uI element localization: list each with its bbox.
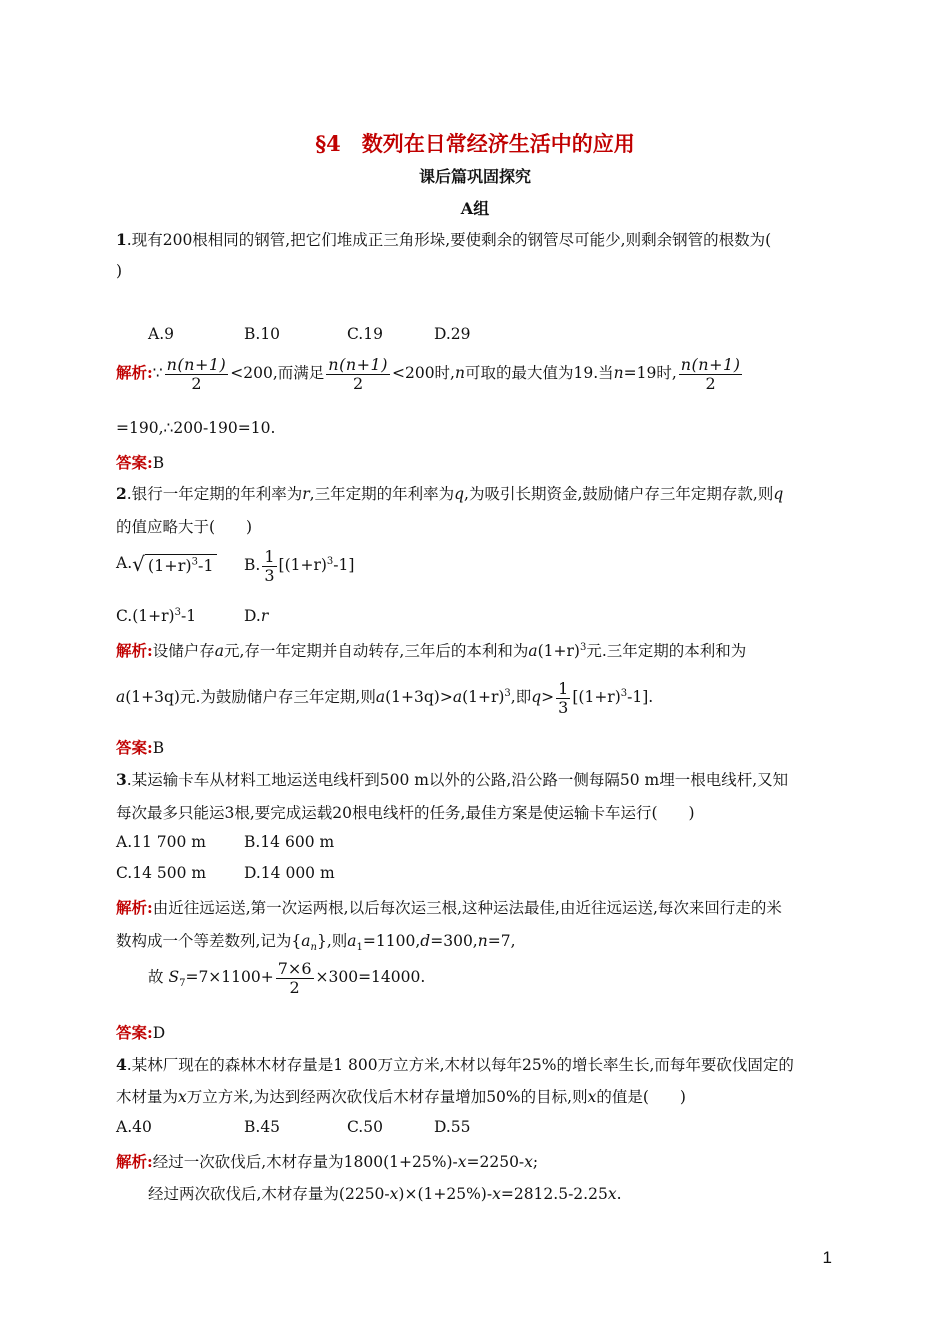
- question-text: .某运输卡车从材料工地运送电线杆到500 m以外的公路,沿公路一侧每隔50 m埋一根电线杆,又知: [126, 771, 789, 789]
- option-a: A.9: [148, 325, 174, 343]
- question-4-line-1: [116, 1053, 794, 1075]
- question-number: 4: [116, 1055, 127, 1074]
- fraction-denominator: 3: [558, 697, 569, 717]
- option-a: A.40: [116, 1118, 152, 1136]
- solution-text: <200,而满足: [230, 364, 325, 383]
- solution-text: =2250-: [466, 1153, 525, 1171]
- fraction-denominator: 3: [264, 565, 275, 585]
- option-b: B.45: [244, 1118, 281, 1136]
- option-c: C.50: [347, 1118, 383, 1136]
- exponent: 3: [326, 555, 334, 567]
- variable-x: x: [492, 1185, 501, 1203]
- solution-label: 解析:: [116, 641, 153, 660]
- fraction-denominator: 2: [191, 373, 202, 393]
- question-1-line-2: ): [116, 262, 123, 280]
- solution-4-line-2: [148, 1182, 622, 1204]
- variable-x: x: [389, 1185, 399, 1203]
- solution-text: =1100,: [362, 932, 421, 950]
- solution-3-line-1: [116, 896, 782, 918]
- variable-x: x: [178, 1088, 187, 1106]
- answer-value: B: [152, 454, 165, 472]
- exponent: 3: [174, 606, 181, 618]
- option-c: C.14 500 m: [116, 864, 207, 882]
- question-text: 的值是( ): [596, 1088, 686, 1106]
- answer-value: D: [152, 1024, 166, 1042]
- variable-a: a: [214, 642, 224, 660]
- because-symbol: ∵: [152, 364, 163, 383]
- question-1-line-1: [116, 228, 771, 250]
- fraction-numerator: n(n+1): [166, 355, 227, 374]
- solution-text: =7,: [487, 932, 516, 950]
- solution-text: 由近往远运送,第一次运两根,以后每次运三根,这种运法最佳,由近往远运送,每次来回行走的米: [152, 899, 782, 917]
- question-number: 1: [116, 230, 127, 249]
- solution-text: >: [541, 688, 555, 707]
- question-3-line-2: 每次最多只能运3根,要完成运载20根电线杆的任务,最佳方案是使运输卡车运行( ): [116, 804, 695, 822]
- question-4-line-2: [116, 1085, 686, 1107]
- solution-text: ×300=14000.: [315, 968, 426, 987]
- solution-1-line-2: =190,∴200-190=10.: [116, 419, 276, 437]
- fraction-numerator: n(n+1): [328, 355, 388, 374]
- page-title: §4 数列在日常经济生活中的应用: [315, 131, 635, 156]
- answer-label: 答案:: [116, 1023, 153, 1042]
- group-heading: A组: [460, 199, 490, 218]
- solution-2-line-2: [116, 680, 653, 716]
- solution-text: (1+r): [537, 642, 580, 660]
- solution-1-line-1: [116, 356, 744, 392]
- variable-a: a: [116, 688, 126, 707]
- fraction-numerator: n(n+1): [680, 355, 741, 374]
- solution-text: 故: [148, 968, 164, 987]
- solution-label: 解析:: [116, 363, 153, 383]
- option-d: [244, 607, 268, 625]
- fraction-denominator: 2: [705, 373, 716, 393]
- fraction: [679, 356, 743, 392]
- subscript-7: 7: [179, 978, 186, 990]
- variable-d: d: [420, 932, 431, 950]
- solution-text: 数构成一个等差数列,记为{: [116, 932, 302, 950]
- variable-a: a: [528, 642, 538, 660]
- fraction: [276, 960, 314, 996]
- answer-1: [116, 451, 164, 473]
- variable-a: a: [301, 932, 311, 950]
- solution-label: 解析:: [116, 898, 153, 917]
- variable-r: r: [302, 485, 310, 503]
- radicand: [145, 554, 217, 575]
- solution-2-line-1: [116, 639, 746, 661]
- option-d: D.29: [434, 325, 471, 343]
- variable-a: a: [347, 932, 357, 950]
- fraction-numerator: 7×6: [277, 959, 312, 978]
- solution-text: (1+3q)>: [385, 688, 453, 707]
- option-label: A.: [116, 554, 133, 572]
- option-text: [(1+r): [278, 556, 327, 575]
- solution-text: =300,: [430, 932, 478, 950]
- solution-text: =2812.5-2.25: [500, 1185, 608, 1203]
- question-text: ,三年定期的年利率为: [309, 485, 455, 503]
- exponent: 3: [191, 556, 198, 568]
- question-text: .某林厂现在的森林木材存量是1 800万立方米,木材以每年25%的增长率生长,而每年要砍伐固定的: [126, 1056, 794, 1074]
- solution-text: =19时,: [623, 364, 677, 383]
- option-text: -1]: [333, 556, 355, 575]
- variable-x: x: [457, 1153, 467, 1171]
- solution-text: 经过两次砍伐后,木材存量为(2250-: [148, 1185, 390, 1203]
- solution-text: -1].: [627, 688, 654, 707]
- variable-r: r: [260, 607, 269, 625]
- answer-label: 答案:: [116, 453, 153, 472]
- exponent: 3: [579, 641, 587, 653]
- variable-x: x: [607, 1185, 617, 1203]
- fraction: [165, 356, 229, 392]
- fraction-numerator: 1: [558, 679, 569, 698]
- variable-s: S: [168, 968, 180, 987]
- solution-4-line-1: [116, 1150, 538, 1172]
- variable-x: x: [524, 1153, 533, 1171]
- question-number: 2: [116, 484, 127, 503]
- question-2-line-2: 的值应略大于( ): [116, 518, 253, 536]
- question-text: .现有200根相同的钢管,把它们堆成正三角形垛,要使剩余的钢管尽可能少,则剩余钢管的根数为(: [126, 231, 772, 249]
- fraction-denominator: 2: [353, 373, 364, 393]
- variable-n: n: [477, 932, 488, 950]
- option-b: [244, 548, 354, 584]
- fraction: [556, 680, 570, 716]
- subscript-n: n: [310, 942, 317, 954]
- question-text: ,为吸引长期资金,鼓励储户存三年定期存款,则: [464, 485, 774, 503]
- variable-q: q: [531, 688, 542, 707]
- option-a: [116, 552, 217, 576]
- solution-label: 解析:: [116, 1152, 153, 1171]
- solution-text: 设储户存: [152, 642, 215, 660]
- radicand-base: (1+r): [147, 555, 192, 575]
- answer-value: B: [152, 739, 165, 757]
- question-number: 3: [116, 770, 127, 789]
- variable-n: n: [454, 364, 465, 383]
- variable-n: n: [613, 364, 624, 383]
- fraction: [326, 356, 390, 392]
- page-number: 1: [822, 1248, 832, 1267]
- solution-text: 元,存一年定期并自动转存,三年后的本利和为: [224, 642, 529, 660]
- solution-text: 元.三年定期的本利和为: [586, 642, 747, 660]
- solution-text: },则: [317, 932, 348, 950]
- option-c: C.19: [347, 325, 383, 343]
- variable-x: x: [587, 1088, 597, 1106]
- fraction-denominator: 2: [289, 977, 300, 997]
- option-d: D.55: [434, 1118, 471, 1136]
- solution-text: =7×1100+: [185, 968, 274, 987]
- variable-q: q: [454, 485, 465, 503]
- option-b: B.14 600 m: [244, 833, 335, 851]
- option-label: D.: [244, 607, 261, 625]
- solution-text: 经过一次砍伐后,木材存量为1800(1+25%)-: [152, 1153, 458, 1171]
- variable-q: q: [773, 485, 784, 503]
- solution-3-line-2: [116, 929, 516, 954]
- answer-3: [116, 1021, 165, 1043]
- solution-text: (1+r): [462, 688, 505, 707]
- question-2-line-1: [116, 482, 783, 504]
- solution-text: .: [616, 1185, 622, 1203]
- subscript-1: 1: [356, 942, 363, 954]
- option-text: C.(1+r): [116, 607, 175, 625]
- solution-text: )×(1+25%)-: [398, 1185, 493, 1203]
- solution-text: 可取的最大值为19.当: [464, 364, 614, 383]
- square-root: [132, 552, 216, 576]
- variable-a: a: [452, 688, 463, 707]
- solution-3-line-3: [148, 960, 425, 996]
- solution-text: [(1+r): [572, 688, 621, 707]
- solution-text: ;: [532, 1153, 539, 1171]
- exponent: 3: [620, 687, 628, 699]
- page-subtitle: 课后篇巩固探究: [418, 167, 531, 186]
- solution-text: <200时,: [391, 364, 455, 383]
- option-text: -1: [180, 607, 197, 625]
- answer-2: [116, 736, 164, 758]
- question-text: .银行一年定期的年利率为: [126, 485, 303, 503]
- question-3-line-1: [116, 768, 788, 790]
- exponent: 3: [504, 687, 511, 699]
- variable-a: a: [375, 688, 386, 707]
- fraction-numerator: 1: [264, 547, 275, 566]
- fraction: [262, 548, 276, 584]
- radical-sign-icon: √: [132, 552, 145, 576]
- option-a: A.11 700 m: [116, 833, 206, 851]
- option-label: B.: [244, 556, 261, 575]
- question-text: 万立方米,为达到经两次砍伐后木材存量增加50%的目标,则: [186, 1088, 588, 1106]
- option-c: [116, 607, 196, 625]
- option-d: D.14 000 m: [244, 864, 335, 882]
- solution-text: ,即: [510, 688, 532, 707]
- question-text: 木材量为: [116, 1088, 179, 1106]
- answer-label: 答案:: [116, 738, 153, 757]
- solution-text: (1+3q)元.为鼓励储户存三年定期,则: [125, 688, 376, 707]
- option-b: B.10: [244, 325, 281, 343]
- radicand-tail: -1: [197, 555, 214, 575]
